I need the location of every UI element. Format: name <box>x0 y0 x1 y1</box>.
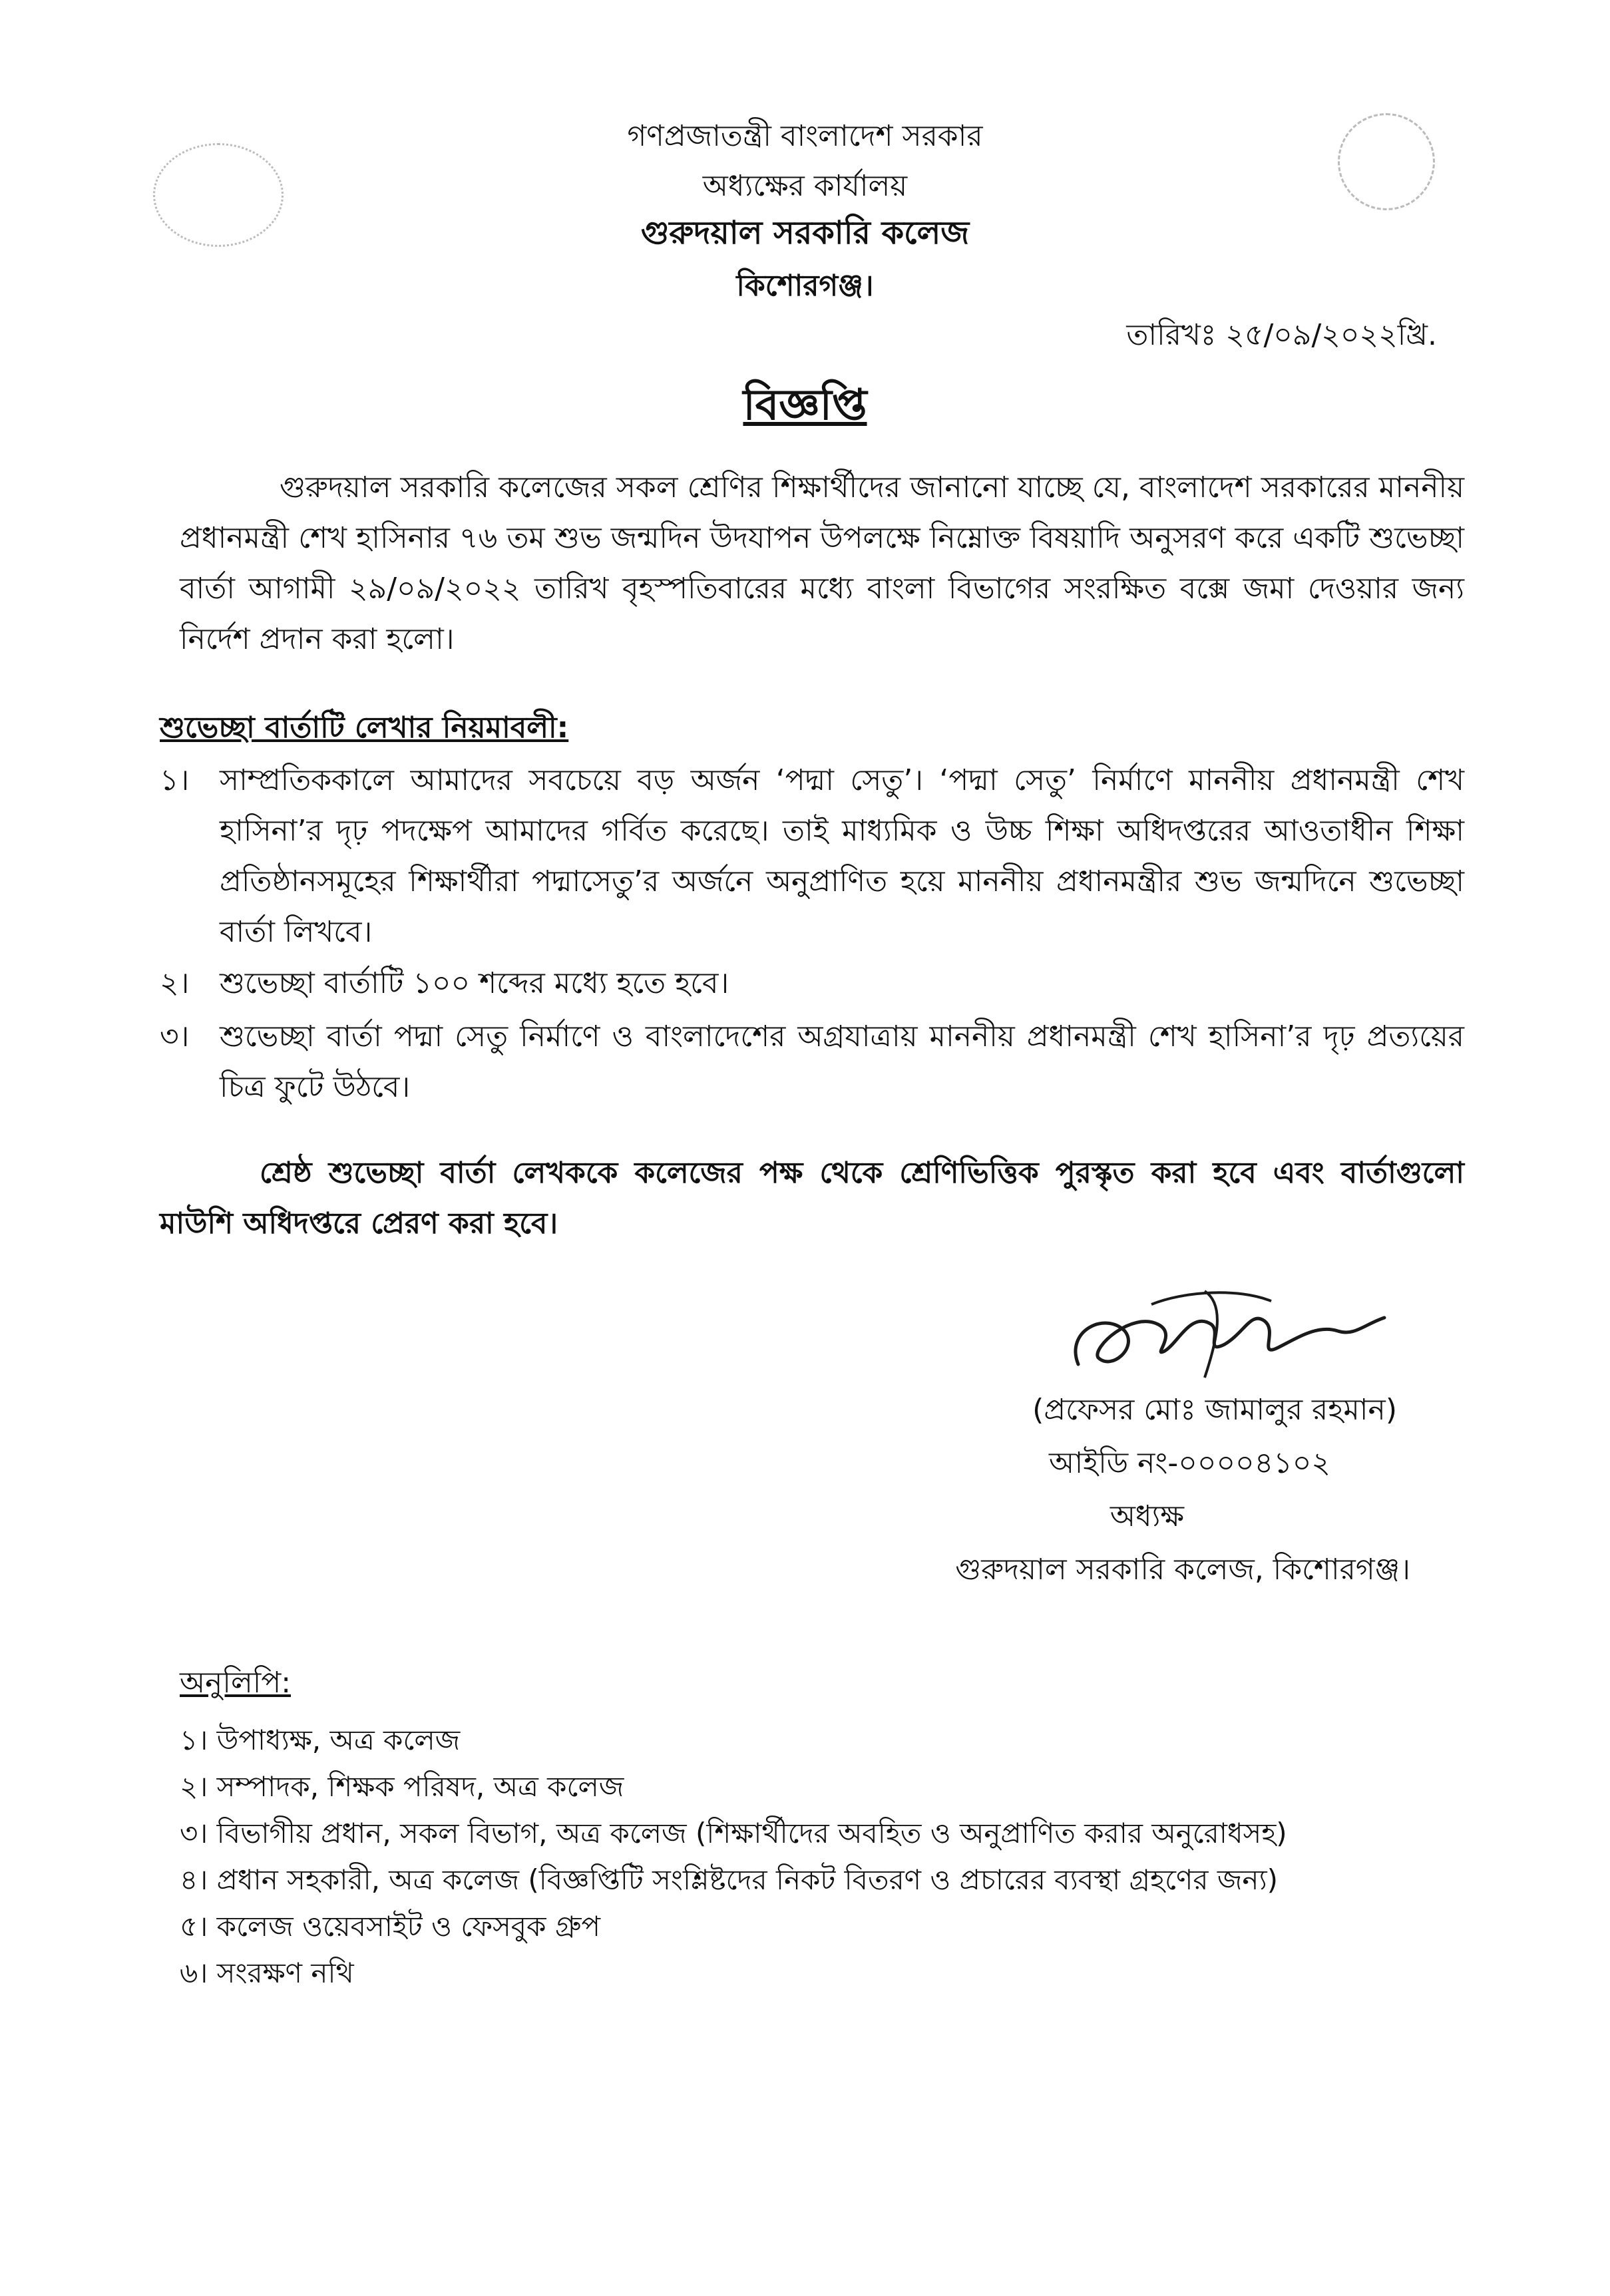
cc-item: ৩। বিভাগীয় প্রধান, সকল বিভাগ, অত্র কলেজ (শিক্ষার্থীদের অবহিত ও অনুপ্রাণিত করার অনুরোধসহ) <box>180 1817 1287 1849</box>
intro-paragraph: গুরুদয়াল সরকারি কলেজের সকল শ্রেণির শিক্ষার্থীদের জানানো যাচ্ছে যে, বাংলাদেশ সরকারের মাননীয় প্রধানমন্ত্রী শেখ হাসিনার ৭৬ তম শুভ জন্মদিন উদযাপন উপলক্ষে নিম্নোক্ত বিষয়াদি অনুসরণ করে একটি শুভেচ্ছা বার্তা আগামী ২৯/০৯/২০২২ তারিখ বৃহস্পতিবারের মধ্যে বাংলা বিভাগের সংরক্ষিত বক্সে জমা দেওয়ার জন্য নির্দেশ প্রদান করা হলো। <box>180 471 1465 656</box>
rule-text: শুভেচ্ছা বার্তা পদ্মা সেতু নির্মাণে ও বাংলাদেশের অগ্রযাত্রায় মাননীয় প্রধানমন্ত্রী শেখ হাসিনা’র দৃঢ় প্রত্যয়ের চিত্র ফুটে উঠবে। <box>220 1020 1464 1104</box>
cc-item: ৬। সংরক্ষণ নথি <box>180 1957 354 1989</box>
rule-text: সাম্প্রতিককালে আমাদের সবচেয়ে বড় অর্জন ‘পদ্মা সেতু’। ‘পদ্মা সেতু’ নির্মাণে মাননীয় প্রধানমন্ত্রী শেখ হাসিনা’র দৃঢ় পদক্ষেপ আমাদের গর্বিত করেছে। তাই মাধ্যমিক ও উচ্চ শিক্ষা অধিদপ্তরের আওতাধীন শিক্ষা প্রতিষ্ঠানসমূহের শিক্ষার্থীরা পদ্মাসেতু’র অর্জনে অনুপ্রাণিত হয়ে মাননীয় প্রধানমন্ত্রীর শুভ জন্মদিনে শুভেচ্ছা বার্তা লিখবে। <box>220 763 1464 949</box>
notice-date: তারিখঃ ২৫/০৯/২০২২খ্রি. <box>1126 318 1437 352</box>
cc-item: ১। উপাধ্যক্ষ, অত্র কলেজ <box>180 1724 461 1756</box>
signatory-institution: গুরুদয়াল সরকারি কলেজ, কিশোরগঞ্জ। <box>955 1553 1410 1587</box>
signature-mark <box>1052 1284 1398 1398</box>
rule-item <box>160 1012 1464 1113</box>
award-note: শ্রেষ্ঠ শুভেচ্ছা বার্তা লেখককে কলেজের পক্ষ থেকে শ্রেণিভিত্তিক পুরস্কৃত করা হবে এবং বার্তাগুলো মাউশি অধিদপ্তরে প্রেরণ করা হবে। <box>160 1156 1464 1241</box>
rule-text: শুভেচ্ছা বার্তাটি ১০০ শব্দের মধ্যে হতে হবে। <box>220 966 729 1000</box>
header-college: গুরুদয়াল সরকারি কলেজ <box>640 214 970 252</box>
cc-item: ৫। কলেজ ওয়েবসাইট ও ফেসবুক গ্রুপ <box>180 1910 600 1943</box>
notice-title: বিজ্ঞপ্তি <box>743 381 867 430</box>
rule-number: ৩। <box>160 1020 190 1053</box>
rule-number: ১। <box>160 763 190 797</box>
cc-item: ২। সম্পাদক, শিক্ষক পরিষদ, অত্র কলেজ <box>180 1770 624 1803</box>
header-office: অধ্যক্ষের কার্যালয় <box>702 169 908 203</box>
cc-item: ৪। প্রধান সহকারী, অত্র কলেজ (বিজ্ঞপ্তিটি সংশ্লিষ্টদের নিকট বিতরণ ও প্রচারের ব্যবস্থা গ্রহণের জন্য) <box>180 1863 1279 1896</box>
header-government: গণপ্রজাতন্ত্রী বাংলাদেশ সরকার <box>627 119 983 153</box>
rules-heading: শুভেচ্ছা বার্তাটি লেখার নিয়মাবলী: <box>160 711 569 745</box>
rule-number: ২। <box>160 966 190 1000</box>
signatory-id: আইডি নং-০০০০৪১০২ <box>1048 1446 1330 1480</box>
rule-item <box>160 958 1464 1009</box>
header-district: কিশোরগঞ্জ। <box>736 269 874 303</box>
cc-heading: অনুলিপি: <box>180 1666 292 1700</box>
rule-item <box>160 755 1464 958</box>
signatory-name: (প্রফেসর মোঃ জামালুর রহমান) <box>1032 1393 1397 1427</box>
signatory-designation: অধ্যক্ষ <box>1109 1499 1184 1533</box>
